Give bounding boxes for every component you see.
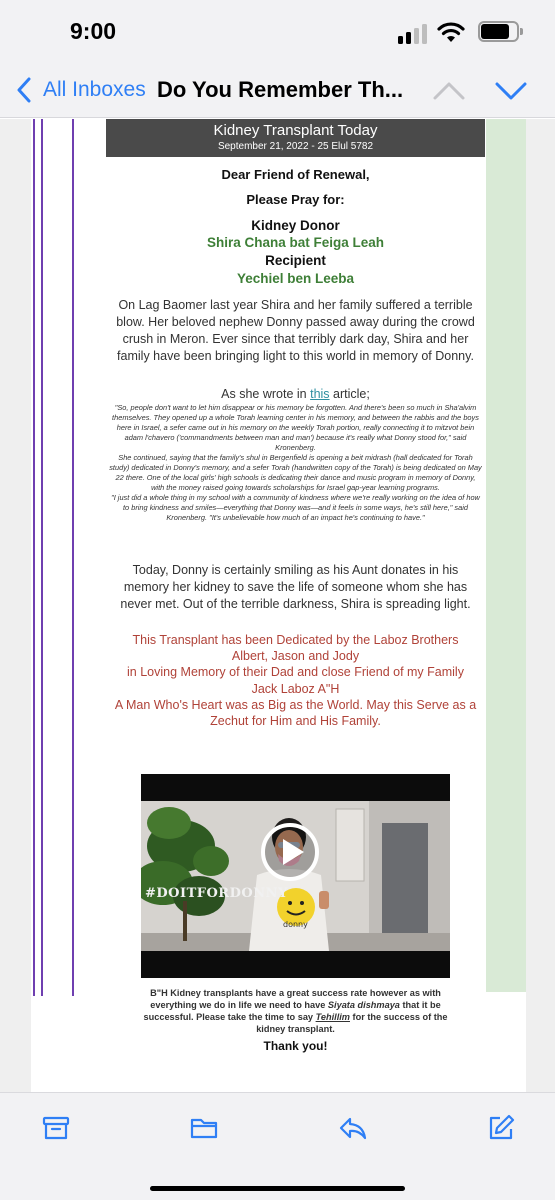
- play-icon[interactable]: [259, 821, 321, 883]
- shirt-text: donny: [283, 920, 308, 929]
- status-time: 9:00: [70, 18, 117, 44]
- dedication-line: in Loving Memory of their Dad and close Friend of my Family: [127, 665, 464, 680]
- battery-icon: [478, 21, 524, 43]
- dedication-block: [106, 632, 485, 729]
- dedication-line: Albert, Jason and Jody: [231, 649, 360, 664]
- mail-nav-bar: [0, 62, 555, 118]
- cellular-signal-icon: [398, 22, 430, 44]
- video-player[interactable]: [141, 774, 450, 978]
- left-decorative-rules: [33, 119, 78, 996]
- side-green-panel: [486, 119, 526, 992]
- chevron-left-icon[interactable]: [16, 77, 32, 103]
- chevron-up-icon[interactable]: [432, 80, 466, 102]
- article-link[interactable]: this: [310, 387, 330, 401]
- footer-text: that it be successful. Please take the time to say: [143, 1000, 441, 1022]
- article-intro: [106, 387, 485, 401]
- pray-heading: Please Pray for:: [246, 192, 345, 207]
- footer-text: for the success of the kidney transplant.: [256, 1012, 448, 1034]
- quote-paragraph: She continued, saying that the family's shul in Bergenfield is opening a beit midrash (hall dedicated for Torah study) dedicated in Donny's memory, and a sefer Torah (handwritten copy of the Torah) is being dedicated on May 22 there. One of the local girls' high schools is dedicating their dance and music program in memory of Donny, with the money raised going towards scholarships for Israel gap-year learning programs.: [109, 453, 482, 492]
- video-hashtag: #DOITFORDONNY: [145, 886, 288, 901]
- article-intro-prefix: As she wrote in: [221, 387, 311, 401]
- dedication-line: This Transplant has been Dedicated by the Laboz Brothers: [132, 633, 459, 647]
- compose-icon[interactable]: [486, 1113, 516, 1143]
- home-indicator: [150, 1186, 405, 1191]
- donor-name: Shira Chana bat Feiga Leah: [206, 235, 385, 250]
- donation-paragraph: Today, Donny is certainly smiling as his Aunt donates in his memory her kidney to save the life of someone whom she has never met. Out of the terrible darkness, Shira is spreading light.: [120, 563, 471, 611]
- email-subject: Do You Remember Th...: [157, 77, 404, 102]
- mail-toolbar: [0, 1092, 555, 1200]
- greeting: Dear Friend of Renewal,: [221, 167, 370, 182]
- footer-text: B"H Kidney transplants have a great success rate however as with everything we do in life we need to have: [150, 988, 441, 1010]
- quote-paragraph: "I just did a whole thing in my school with a community of kindness where we're really working on the idea of how to bring kindness and smiles—everything that Donny was—and it feels in some ways, he's still here," said Kronenberg. "It's unbelievable how much of an impact he's continuing to have.": [111, 493, 480, 522]
- newsletter-date: September 21, 2022 - 25 Elul 5782: [217, 141, 374, 152]
- donor-label: Kidney Donor: [251, 218, 340, 233]
- quote-paragraph: "So, people don't want to let him disappear or his memory be forgotten. And there's been so much in Sha'alvim themselves. They opened up a whole Torah learning center in his memory, and between the rabbis and the boys here in Israel, a sefer came out in his memory on the weekly Torah portion, really connecting it to mitzvot bein adam l'chavero ('commandments between man and man') because it's really what Donny stood for," said Kronenberg.: [112, 403, 479, 452]
- newsletter-title: Kidney Transplant Today: [213, 122, 378, 139]
- article-quote: [106, 403, 485, 523]
- reply-icon[interactable]: [338, 1113, 368, 1143]
- article-intro-suffix: article;: [329, 387, 370, 401]
- back-to-all-inboxes-button[interactable]: All Inboxes: [43, 78, 146, 101]
- dedication-line: Jack Laboz A"H: [251, 681, 340, 696]
- folder-icon[interactable]: [189, 1113, 219, 1143]
- email-body[interactable]: [0, 119, 555, 1092]
- chevron-down-icon[interactable]: [494, 80, 528, 102]
- recipient-name: Yechiel ben Leeba: [236, 271, 355, 286]
- wifi-icon: [436, 21, 466, 43]
- archive-icon[interactable]: [41, 1113, 71, 1143]
- recipient-label: Recipient: [265, 253, 326, 268]
- footer-siyata: Siyata dishmaya: [327, 1000, 400, 1010]
- thank-you: Thank you!: [263, 1039, 328, 1053]
- dedication-line: A Man Who's Heart was as Big as the World. May this Serve as a Zechut for Him and His Family.: [114, 697, 477, 729]
- status-bar: [0, 0, 555, 62]
- story-paragraph: On Lag Baomer last year Shira and her family suffered a terrible blow. Her beloved nephew Donny passed away during the crowd crush in Meron. Ever since that terribly dark day, Shira and her family have been bringing light to this world in memory of Donny.: [116, 298, 475, 363]
- footer-note: [106, 987, 485, 1035]
- newsletter-header: [106, 119, 485, 157]
- tehillim-link[interactable]: Tehillim: [315, 1012, 350, 1022]
